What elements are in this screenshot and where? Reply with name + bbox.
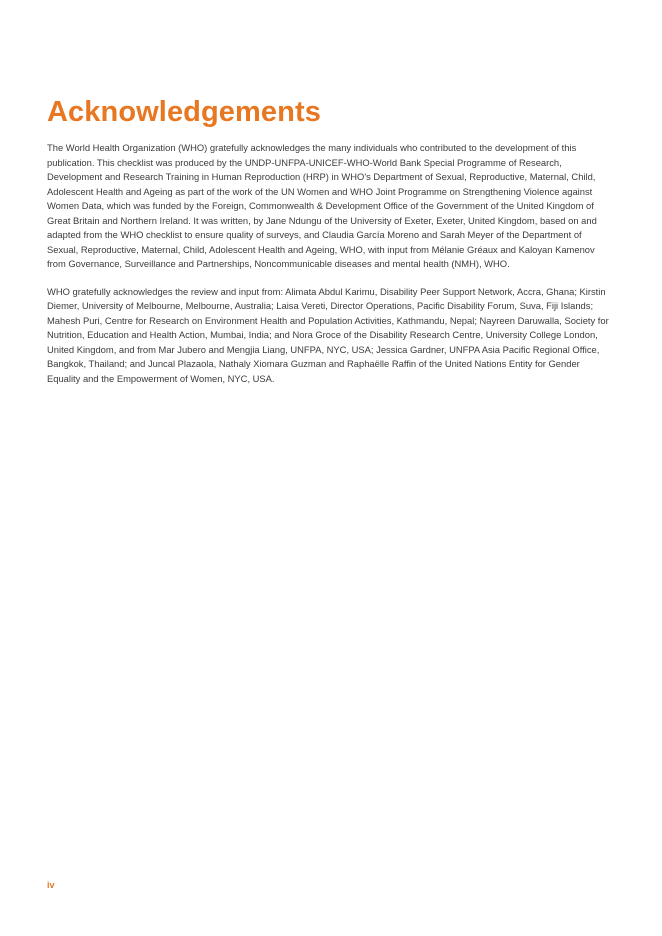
page-title: Acknowledgements — [47, 96, 321, 128]
paragraph-intro: The World Health Organization (WHO) gratefully acknowledges the many individuals who contributed to the development of this publication. This checklist was produced by the UNDP-UNFPA-UNICEF-WHO-World Bank Special Programme of Research, Development and Research Training in Human Reproduction (HRP) in WHO's Department of Sexual, Reproductive, Maternal, Child, Adolescent Health and Ageing as part of the work of the UN Women and WHO Joint Programme on Strengthening Violence against Women Data, which was funded by the Foreign, Commonwealth & Development Office of the Government of the United Kingdom of Great Britain and Northern Ireland. It was written, by Jane Ndungu of the University of Exeter, Exeter, United Kingdom, based on and adapted from the WHO checklist to ensure quality of surveys, and Claudia García Moreno and Sarah Meyer of the Department of Sexual, Reproductive, Maternal, Child, Adolescent Health and Ageing, WHO, with input from Mélanie Gréaux and Kaloyan Kamenov from Governance, Surveillance and Partnerships, Noncommunicable diseases and mental health (NMH), WHO. — [47, 142, 597, 269]
page-number: iv — [47, 880, 55, 890]
body-text — [47, 141, 614, 399]
paragraph-reviewers: WHO gratefully acknowledges the review and input from: Alimata Abdul Karimu, Disability Peer Support Network, Accra, Ghana; Kirstin Diemer, University of Melbourne, Melbourne, Australia; Laisa Vereti, Director Operations, Pacific Disability Forum, Suva, Fiji Islands; Mahesh Puri, Centre for Research on Environment Health and Population Activities, Kathmandu, Nepal; Nayreen Daruwalla, Society for Nutrition, Education and Health Action, Mumbai, India; and Nora Groce of the Disability Research Centre, University College London, United Kingdom, and from Mar Jubero and Mengjia Liang, UNFPA, NYC, USA; Jessica Gardner, UNFPA Asia Pacific Regional Office, Bangkok, Thailand; and Juncal Plazaola, Nathaly Xiomara Guzman and Raphaëlle Raffin of the United Nations Entity for Gender Equality and the Empowerment of Women, NYC, USA. — [47, 285, 609, 384]
